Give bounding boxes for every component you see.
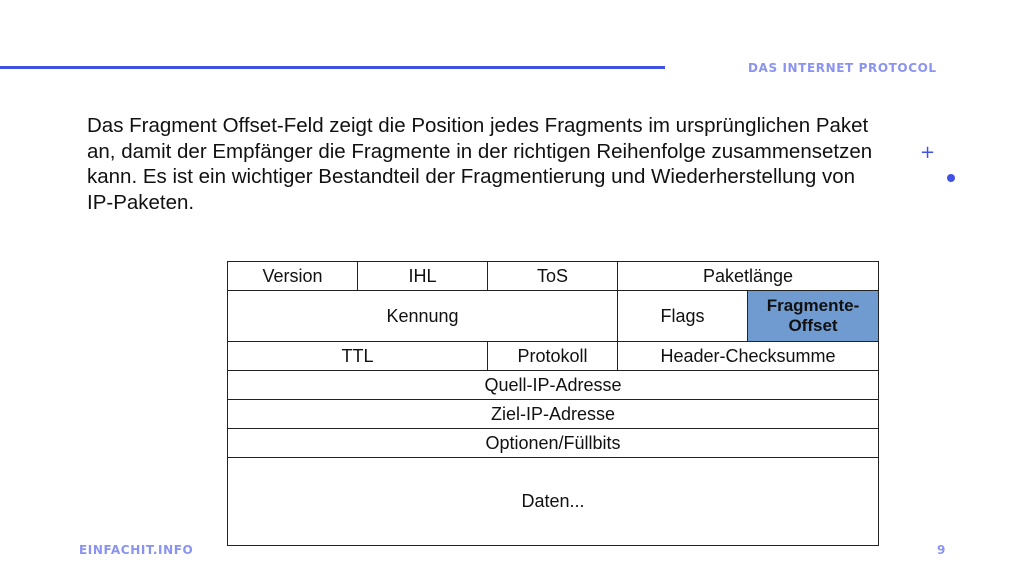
footer-brand: EINFACHIT.INFO	[79, 543, 194, 557]
dot-icon	[947, 174, 955, 182]
field-ihl: IHL	[358, 262, 488, 291]
section-title: DAS INTERNET PROTOCOL	[748, 61, 937, 75]
field-fragment-offset: Fragmente-Offset	[748, 291, 879, 342]
page-number: 9	[937, 543, 946, 557]
field-destination-address: Ziel-IP-Adresse	[228, 400, 879, 429]
body-paragraph: Das Fragment Offset-Feld zeigt die Position jedes Fragments im ursprünglichen Paket an, damit der Empfänger die Fragmente in der richtigen Reihenfolge zusammensetzen kann. Es ist ein wichtiger Bestandteil der Fragmentierung und Wiederherstellung von IP-Paketen.	[87, 114, 873, 214]
top-divider	[0, 66, 665, 69]
field-flags: Flags	[618, 291, 748, 342]
field-total-length: Paketlänge	[618, 262, 879, 291]
ip-header-table	[227, 261, 879, 546]
field-source-address: Quell-IP-Adresse	[228, 371, 879, 400]
plus-icon: +	[920, 142, 936, 163]
field-version: Version	[228, 262, 358, 291]
field-options: Optionen/Füllbits	[228, 429, 879, 458]
field-header-checksum: Header-Checksumme	[618, 342, 879, 371]
field-ttl: TTL	[228, 342, 488, 371]
field-data: Daten...	[228, 458, 879, 546]
field-protocol: Protokoll	[488, 342, 618, 371]
field-identification: Kennung	[228, 291, 618, 342]
field-tos: ToS	[488, 262, 618, 291]
